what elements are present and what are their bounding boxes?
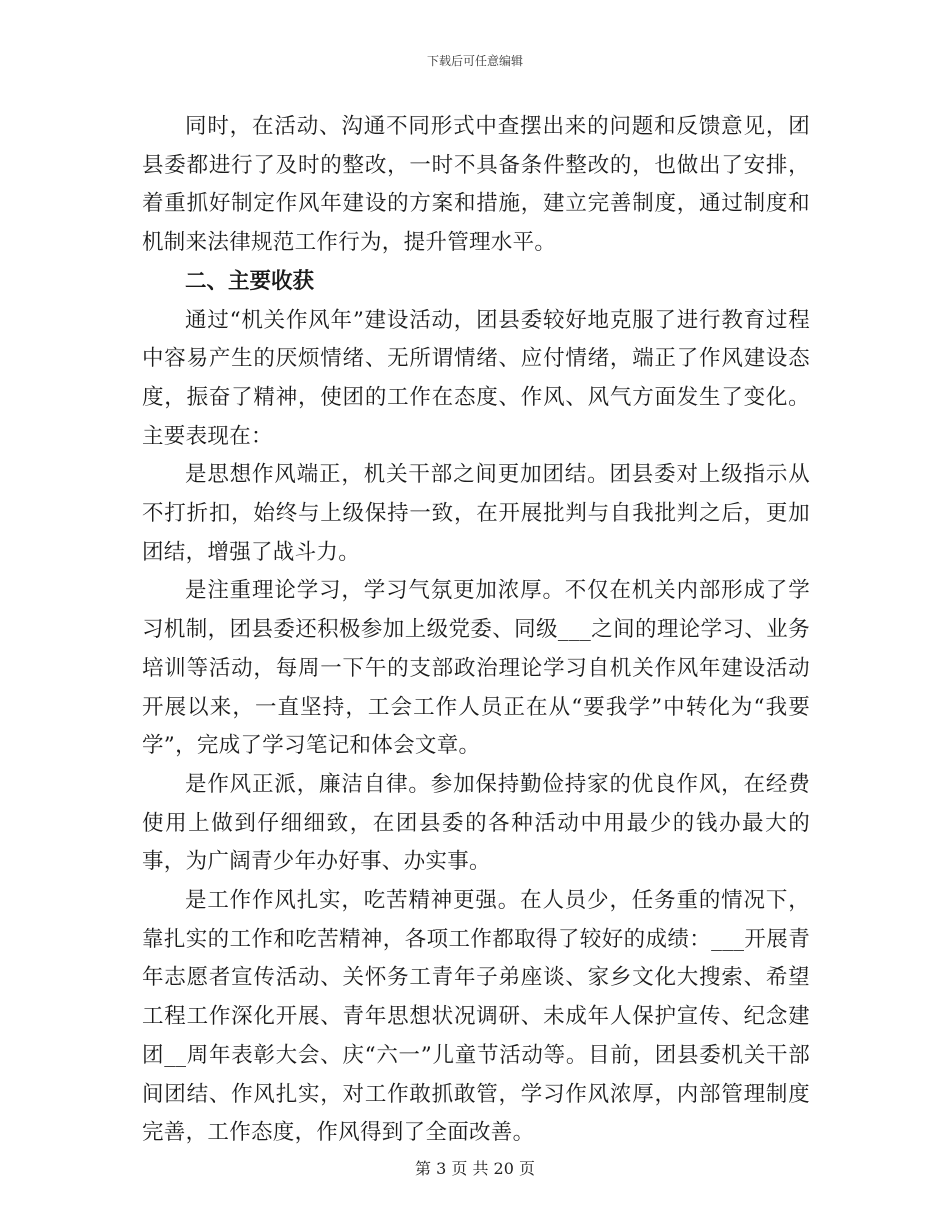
page-number: 第 3 页 共 20 页 [415,1159,535,1178]
paragraph: 是注重理论学习，学习气氛更加浓厚。不仅在机关内部形成了学习机制，团县委还积极参加上级党委、同级___之间的理论学习、业务培训等活动，每周一下午的支部政治理论学习自机关作风年建设活动开展以来，一直坚持，工会工作人员正在从“要我学”中转化为“我要学”，完成了学习笔记和体会文章。 [142,578,810,759]
document-body [142,108,810,1153]
paragraph: 同时，在活动、沟通不同形式中查摆出来的问题和反馈意见，团县委都进行了及时的整改，一时不具备条件整改的，也做出了安排，着重抓好制定作风年建设的方案和措施，建立完善制度，通过制度和机制来法律规范工作行为，提升管理水平。 [142,114,810,256]
section-heading: 二、主要收获 [185,268,315,294]
paragraph: 是作风正派，廉洁自律。参加保持勤俭持家的优良作风，在经费使用上做到仔细细致，在团县委的各种活动中用最少的钱办最大的事，为广阔青少年办好事、办实事。 [142,771,810,875]
header-note: 下载后可任意编辑 [426,54,523,68]
paragraph: 通过“机关作风年”建设活动，团县委较好地克服了进行教育过程中容易产生的厌烦情绪、无所谓情绪、应付情绪，端正了作风建设态度，振奋了精神，使团的工作在态度、作风、风气方面发生了变化。主要表现在： [142,307,810,449]
paragraph: 是工作作风扎实，吃苦精神更强。在人员少，任务重的情况下，靠扎实的工作和吃苦精神，各项工作都取得了较好的成绩：___开展青年志愿者宣传活动、关怀务工青年子弟座谈、家乡文化大搜索、希望工程工作深化开展、青年思想状况调研、未成年人保护宣传、纪念建团__周年表彰大会、庆“六一”儿童节活动等。目前，团县委机关干部间团结、作风扎实，对工作敢抓敢管，学习作风浓厚，内部管理制度完善，工作态度，作风得到了全面改善。 [142,888,810,1146]
paragraph: 是思想作风端正，机关干部之间更加团结。团县委对上级指示从不打折扣，始终与上级保持一致，在开展批判与自我批判之后，更加团结，增强了战斗力。 [142,462,810,565]
